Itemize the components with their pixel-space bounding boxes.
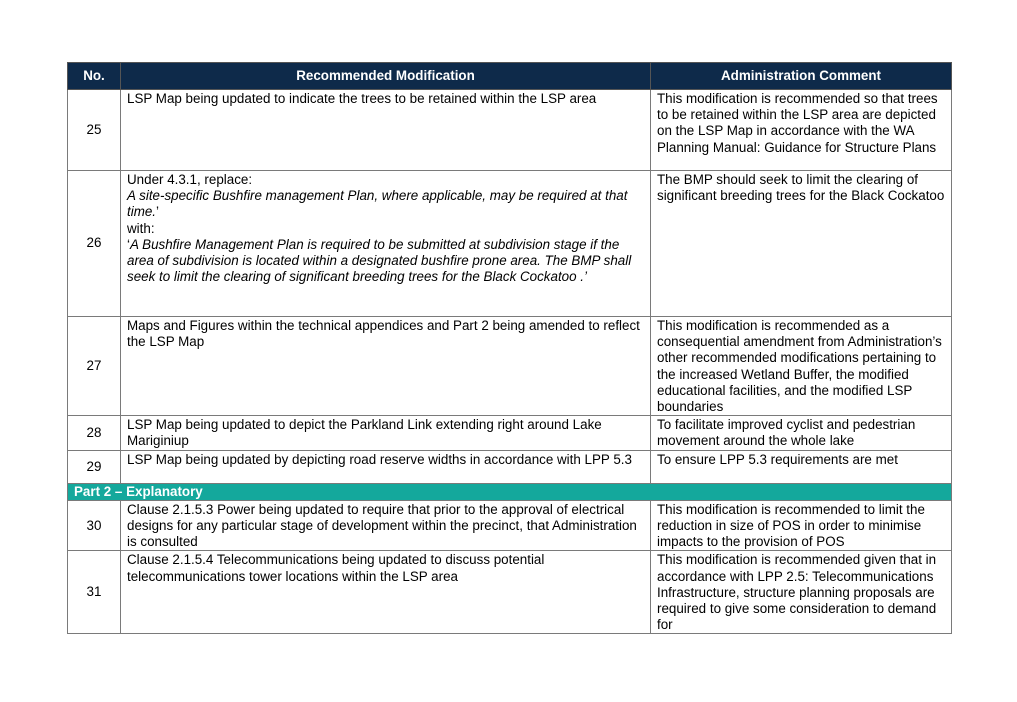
row-number: 31 [68, 551, 121, 634]
modification-cell: LSP Map being updated by depicting road reserve widths in accordance with LPP 5.3 [121, 450, 651, 483]
comment-cell: This modification is recommended to limit the reduction in size of POS in order to minimise impacts to the provision of POS [651, 500, 952, 551]
table-header-row [68, 63, 952, 90]
comment-cell: This modification is recommended as a consequential amendment from Administration’s other recommended modifications pertaining to the increased Wetland Buffer, the modified educational facilities, and the modified LSP boundaries [651, 317, 952, 416]
table-row [68, 500, 952, 551]
modification-cell: Clause 2.1.5.4 Telecommunications being updated to discuss potential telecommunications tower locations within the LSP area [121, 551, 651, 634]
modification-intro: Under 4.3.1, replace: [127, 172, 253, 187]
section-header-row [68, 483, 952, 500]
modification-cell: LSP Map being updated to indicate the trees to be retained within the LSP area [121, 90, 651, 171]
table-row [68, 551, 952, 634]
modifications-table [67, 62, 952, 634]
header-no: No. [68, 63, 121, 90]
table-row [68, 450, 952, 483]
table-row [68, 171, 952, 317]
row-number: 28 [68, 416, 121, 450]
row-number: 30 [68, 500, 121, 551]
old-clause-text: A site-specific Bushfire management Plan, where applicable, may be required at that time. [127, 188, 628, 220]
row-number: 25 [68, 90, 121, 171]
table-row [68, 90, 952, 171]
section-title: Part 2 – Explanatory [68, 483, 952, 500]
comment-cell: This modification is recommended given that in accordance with LPP 2.5: Telecommunications Infrastructure, structure planning proposals are required to give some consideration to demand for [651, 551, 952, 634]
comment-cell: The BMP should seek to limit the clearing of significant breeding trees for the Black Cockatoo [651, 171, 952, 317]
modification-with: with: [127, 220, 155, 236]
modification-cell: Clause 2.1.5.3 Power being updated to require that prior to the approval of electrical designs for any particular stage of development within the precinct, that Administration is consulted [121, 500, 651, 551]
comment-cell: To facilitate improved cyclist and pedestrian movement around the whole lake [651, 416, 952, 450]
table-row [68, 317, 952, 416]
modification-cell [121, 171, 651, 317]
row-number: 27 [68, 317, 121, 416]
row-number: 29 [68, 450, 121, 483]
comment-cell: This modification is recommended so that trees to be retained within the LSP area are depicted on the LSP Map in accordance with the WA Planning Manual: Guidance for Structure Plans [651, 90, 952, 171]
comment-cell: To ensure LPP 5.3 requirements are met [651, 450, 952, 483]
opening-quote: ‘ [127, 236, 130, 252]
modification-old-text [127, 188, 644, 220]
modification-cell: Maps and Figures within the technical appendices and Part 2 being amended to reflect the LSP Map [121, 317, 651, 416]
closing-quote: ’ [156, 204, 160, 220]
row-number: 26 [68, 171, 121, 317]
new-clause-text: A Bushfire Management Plan is required to be submitted at subdivision stage if the area of subdivision is located within a designated bushfire prone area. The BMP shall seek to limit the clearing of significant breeding trees for the Black Cockatoo .’ [127, 236, 632, 285]
table-row [68, 416, 952, 450]
modification-cell: LSP Map being updated to depict the Parkland Link extending right around Lake Mariginiup [121, 416, 651, 450]
header-comment: Administration Comment [651, 63, 952, 90]
header-modification: Recommended Modification [121, 63, 651, 90]
modification-new-text [127, 237, 644, 286]
